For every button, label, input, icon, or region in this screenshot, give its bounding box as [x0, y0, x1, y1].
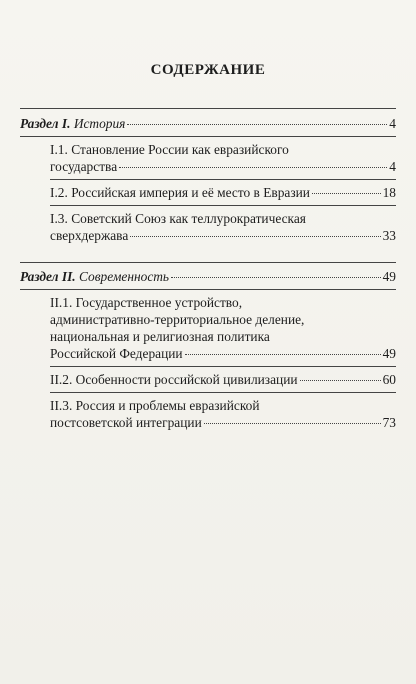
toc-item-line: II.3. Россия и проблемы евразийской: [50, 398, 260, 413]
divider: [20, 289, 396, 290]
page-number: 33: [382, 228, 396, 243]
toc-item-text: II.2. Особенности российской цивилизации: [50, 372, 298, 387]
divider: [20, 262, 396, 263]
dot-leader: [204, 423, 381, 424]
toc-item-line: II.1. Государственное устройство,: [50, 295, 243, 310]
page-number: 60: [382, 372, 396, 387]
page-number: 73: [382, 415, 396, 430]
dot-leader: [312, 193, 381, 194]
dot-leader: [130, 236, 380, 237]
divider: [50, 205, 396, 206]
toc-item-1-2: [50, 184, 396, 201]
page-title: СОДЕРЖАНИЕ: [150, 62, 266, 78]
divider: [50, 392, 396, 393]
dot-leader: [300, 380, 381, 381]
page-number: 49: [382, 269, 396, 284]
toc-item-text: сверхдержава: [50, 228, 129, 243]
page-number: 49: [382, 346, 396, 361]
toc-item-text: постсоветской интеграции: [50, 415, 202, 430]
toc-item-1-3: [50, 227, 396, 244]
dot-leader: [127, 124, 387, 125]
section-name: История: [73, 116, 126, 131]
divider: [20, 136, 396, 137]
toc-item-2-2: [50, 371, 396, 388]
divider: [20, 108, 396, 109]
section-name: Современность: [79, 269, 170, 284]
toc-item-2-1: [50, 345, 396, 362]
toc-item-line: I.3. Советский Союз как теллурократическая: [50, 211, 306, 226]
toc-section-2: [20, 268, 396, 285]
divider: [50, 179, 396, 180]
toc-item-line: I.1. Становление России как евразийского: [50, 142, 289, 157]
divider: [50, 366, 396, 367]
page-number: 4: [389, 116, 396, 131]
section-label: Раздел II.: [20, 269, 76, 284]
dot-leader: [119, 167, 387, 168]
toc-item-2-3: [50, 414, 396, 431]
toc-item-1-1: [50, 158, 396, 175]
dot-leader: [185, 354, 381, 355]
section-label: Раздел I.: [20, 116, 71, 131]
page-number: 4: [389, 159, 396, 174]
page-number: 18: [382, 185, 396, 200]
toc-section-1: [20, 115, 396, 132]
dot-leader: [171, 277, 381, 278]
toc-item-line: национальная и религиозная политика: [50, 329, 270, 344]
toc-item-line: административно-территориальное деление,: [50, 312, 305, 327]
toc-item-text: Российской Федерации: [50, 346, 183, 361]
toc-item-text: государства: [50, 159, 118, 174]
toc-item-text: I.2. Российская империя и её место в Евразии: [50, 185, 310, 200]
